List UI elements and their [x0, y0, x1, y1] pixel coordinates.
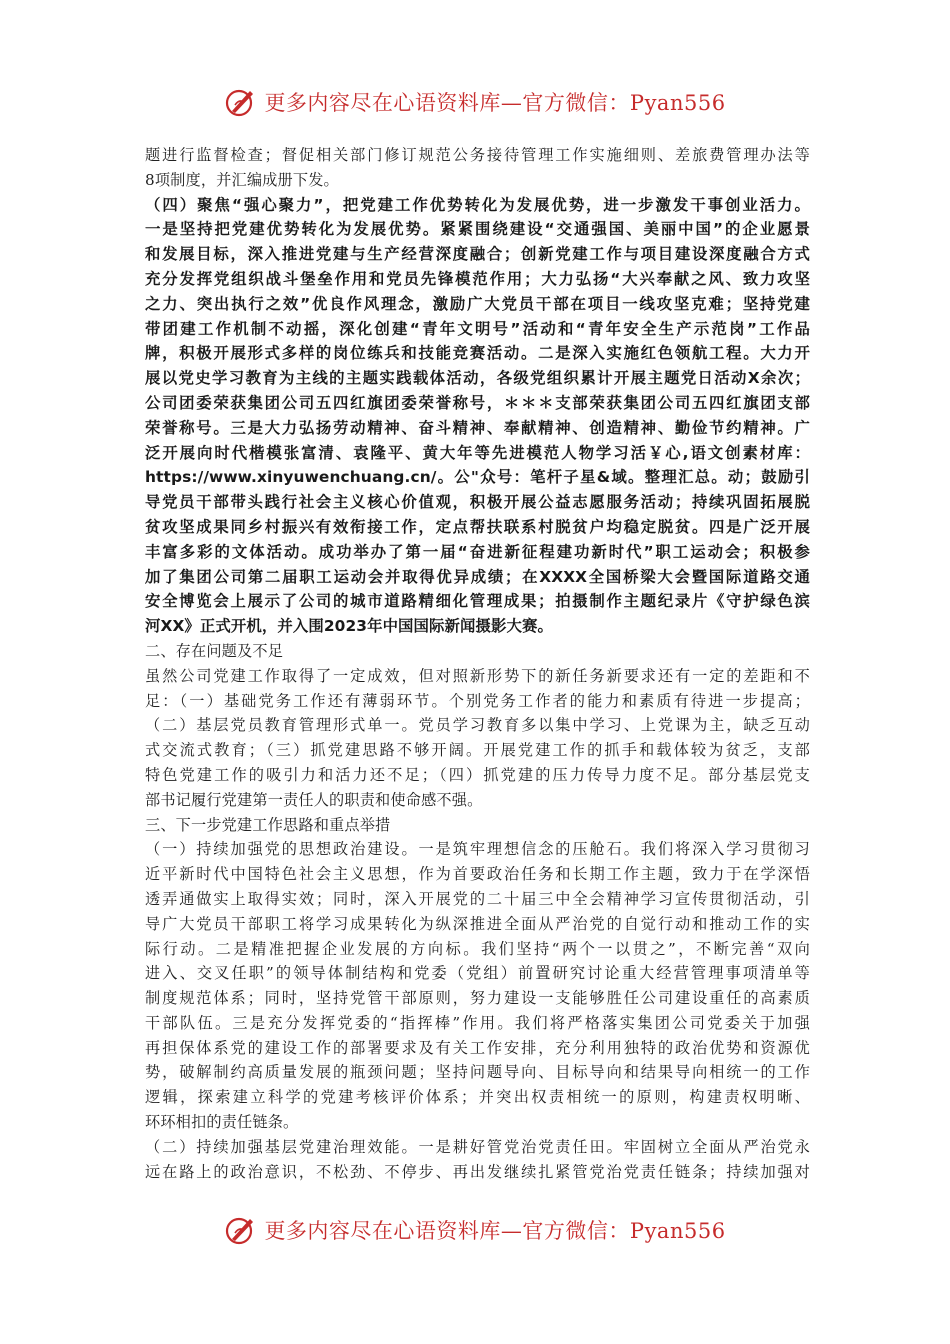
text-line: 透弄通做实上取得实效；同时，深入开展党的二十届三中全会精神学习宣传贯彻活动，引	[145, 889, 810, 908]
text-line: 导广大党员干部职工将学习成果转化为纵深推进全面从严治党的自觉行动和推动工作的实	[145, 914, 810, 933]
text-line: 进入、交叉任职”的领导体制结构和党委（党组）前置研究讨论重大经营管理事项清单等	[145, 964, 810, 983]
watermark-banner-top	[0, 82, 950, 122]
text-line: 虽然公司党建工作取得了一定成效，但对照新形势下的新任务新要求还有一定的差距和不	[145, 666, 810, 685]
text-line: 贫攻坚成果同乡村振兴有效衔接工作，定点帮扶联系村脱贫户均稳定脱贫。四是广泛开展	[145, 517, 810, 536]
watermark-banner-bottom	[0, 1210, 950, 1250]
text-line: 展以党史学习教育为主线的主题实践载体活动，各级党组织累计开展主题党日活动X余次；	[145, 369, 810, 388]
text-line: 逻辑，探索建立科学的党建考核评价体系；并突出权责相统一的原则，构建责权明晰、	[145, 1088, 810, 1107]
text-line: 题进行监督检查；督促相关部门修订规范公务接待管理工作实施细则、差旅费管理办法等	[145, 146, 810, 164]
text-line: 特色党建工作的吸引力和活力还不足；（四）抓党建的压力传导力度不足。部分基层党支	[145, 765, 810, 784]
text-line: 干部队伍。三是充分发挥党委的“指挥棒”作用。我们将严格落实集团公司党委关于加强	[145, 1013, 810, 1032]
text-line: 8项制度，并汇编成册下发。	[145, 170, 339, 189]
text-line: 制度规范体系；同时，坚持党管干部原则，努力建设一支能够胜任公司建设重任的高素质	[145, 989, 810, 1008]
text-line: 丰富多彩的文体活动。成功举办了第一届“奋进新征程建功新时代”职工运动会；积极参	[145, 542, 810, 561]
text-line: 泛开展向时代楷模张富清、袁隆平、黄大年等先进模范人物学习活￥心,语文创素材库：	[145, 443, 810, 462]
text-line: （一）持续加强党的思想政治建设。一是筑牢理想信念的压舱石。我们将深入学习贯彻习	[145, 840, 810, 859]
pen-logo-icon	[224, 1213, 258, 1247]
text-line: 加了集团公司第二届职工运动会并取得优异成绩；在XXXX全国桥梁大会暨国际道路交通	[145, 567, 810, 586]
text-line: 充分发挥党组织战斗堡垒作用和党员先锋模范作用；大力弘扬“大兴奉献之风、致力攻坚	[145, 269, 810, 288]
document-body	[145, 143, 810, 1184]
text-line: 环环相扣的责任链条。	[145, 1113, 299, 1132]
text-line: 和发展目标，深入推进党建与生产经营深度融合；创新党建工作与项目建设深度融合方式	[145, 245, 810, 264]
text-line: （二）持续加强基层党建治理效能。一是耕好管党治党责任田。牢固树立全面从严治党永	[145, 1137, 810, 1156]
text-line: 荣誉称号。三是大力弘扬劳动精神、奋斗精神、奉献精神、创造精神、勤俭节约精神。广	[145, 418, 810, 437]
text-line: 河XX》正式开机，并入围2023年中国国际新闻摄影大赛。	[145, 617, 553, 636]
text-line: 公司团委荣获集团公司五四红旗团委荣誉称号，＊＊＊支部荣获集团公司五四红旗团支部	[145, 393, 810, 412]
watermark-text: 更多内容尽在心语资料库—官方微信：Pyan556	[264, 1219, 726, 1243]
text-line: 势，破解制约高质量发展的瓶颈问题；坚持问题导向、目标导向和结果导向相统一的工作	[145, 1063, 810, 1082]
text-line: 导党员干部带头践行社会主义核心价值观，积极开展公益志愿服务活动；持续巩固拓展脱	[145, 493, 810, 512]
text-line: 再担保体系党的建设工作的部署要求及有关工作安排，充分利用独特的政治优势和资源优	[145, 1038, 810, 1057]
text-line: 式交流式教育；（三）抓党建思路不够开阔。开展党建工作的抓手和载体较为贫乏，支部	[145, 741, 810, 760]
pen-logo-icon	[224, 85, 258, 119]
text-line: 牌，积极开展形式多样的岗位练兵和技能竞赛活动。二是深入实施红色领航工程。大力开	[145, 344, 810, 363]
text-line: https://www.xinyuwenchuang.cn/。公"众号：笔杆子星&域。整理汇总。动；鼓励引	[145, 468, 810, 487]
watermark-text: 更多内容尽在心语资料库—官方微信：Pyan556	[264, 91, 726, 115]
text-line: 际行动。二是精准把握企业发展的方向标。我们坚持“两个一以贯之”，不断完善“双向	[145, 939, 810, 958]
text-line: 足：（一）基础党务工作还有薄弱环节。个别党务工作者的能力和素质有待进一步提高；	[145, 691, 810, 710]
text-line: 二、存在问题及不足	[145, 641, 284, 660]
text-line: 三、下一步党建工作思路和重点举措	[145, 815, 391, 834]
text-line: 远在路上的政治意识，不松劲、不停步、再出发继续扎紧管党治党责任链条；持续加强对	[145, 1162, 810, 1181]
text-line: 带团建工作机制不动摇，深化创建“青年文明号”活动和“青年安全生产示范岗”工作品	[145, 319, 810, 338]
text-line: 近平新时代中国特色社会主义思想，作为首要政治任务和长期工作主题，致力于在学深悟	[145, 865, 810, 884]
text-line: 一是坚持把党建优势转化为发展优势。紧紧围绕建设“交通强国、美丽中国”的企业愿景	[145, 220, 810, 239]
text-line: （二）基层党员教育管理形式单一。党员学习教育多以集中学习、上党课为主，缺乏互动	[145, 716, 810, 735]
text-line: 安全博览会上展示了公司的城市道路精细化管理成果；拍摄制作主题纪录片《守护绿色滨	[145, 592, 810, 611]
text-line: 之力、突出执行之效”优良作风理念，激励广大党员干部在项目一线攻坚克难；坚持党建	[145, 294, 810, 313]
text-line: （四）聚焦“强心聚力”，把党建工作优势转化为发展优势，进一步激发干事创业活力。	[145, 195, 810, 214]
text-line: 部书记履行党建第一责任人的职责和使命感不强。	[145, 790, 483, 809]
